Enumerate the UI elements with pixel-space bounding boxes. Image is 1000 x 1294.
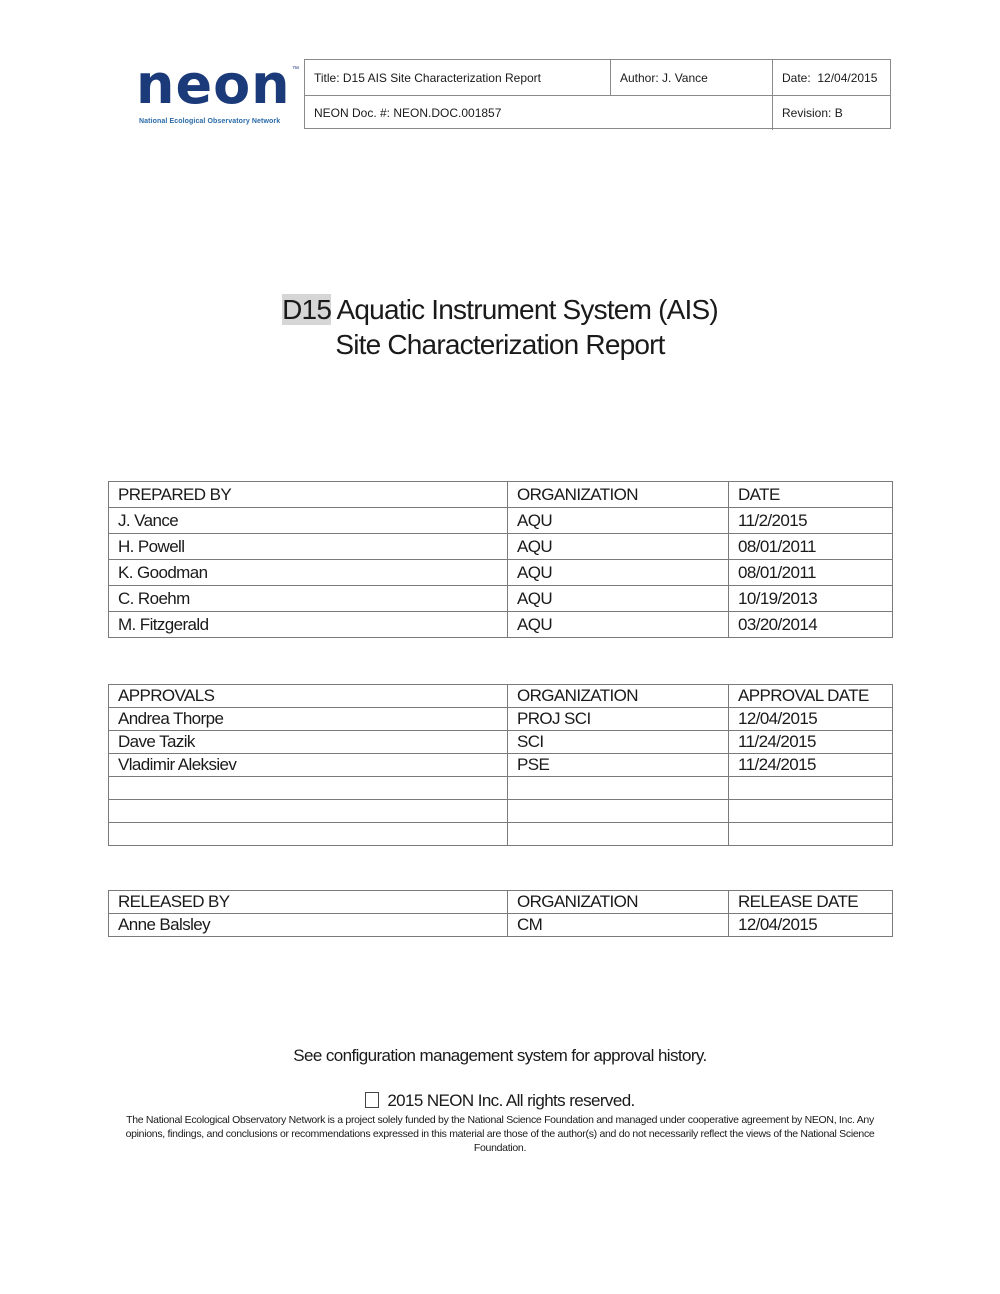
organization-cell — [508, 777, 729, 800]
organization-cell: AQU — [508, 560, 729, 586]
organization-cell: PROJ SCI — [508, 708, 729, 731]
title-line-2: Site Characterization Report — [335, 329, 665, 360]
date-cell: 11/2/2015 — [729, 508, 893, 534]
table-row — [109, 754, 893, 777]
prepared-by-table — [108, 481, 893, 638]
table-row-empty — [109, 823, 893, 846]
table-row-empty — [109, 777, 893, 800]
organization-cell: AQU — [508, 534, 729, 560]
header-cell: APPROVALS — [109, 685, 508, 708]
name-cell: J. Vance — [109, 508, 508, 534]
table-header-row — [109, 482, 893, 508]
header-doc-number: NEON Doc. #: NEON.DOC.001857 — [314, 105, 502, 120]
legal-disclaimer: The National Ecological Observatory Network is a project solely funded by the National Science Foundation and managed under cooperative agreement by NEON, Inc. Any opinions, findings, and conclusions or recommendations expressed in this material are those of the author(s) and do not necessarily reflect the views of the National Science Foundation. — [125, 1114, 875, 1154]
header-revision: Revision: B — [782, 105, 843, 120]
organization-cell: AQU — [508, 612, 729, 638]
table-row — [109, 612, 893, 638]
header-cell: ORGANIZATION — [508, 685, 729, 708]
date-cell: 12/04/2015 — [729, 914, 893, 937]
table-row — [109, 560, 893, 586]
date-cell: 03/20/2014 — [729, 612, 893, 638]
neon-logo — [136, 53, 300, 128]
table-row — [109, 731, 893, 754]
date-cell: 08/01/2011 — [729, 534, 893, 560]
organization-cell: CM — [508, 914, 729, 937]
table-row — [109, 586, 893, 612]
header-cell: DATE — [729, 482, 893, 508]
header-author: Author: J. Vance — [620, 70, 708, 85]
organization-cell — [508, 800, 729, 823]
date-cell: 10/19/2013 — [729, 586, 893, 612]
date-cell: 08/01/2011 — [729, 560, 893, 586]
name-cell: Dave Tazik — [109, 731, 508, 754]
copyright-symbol-icon — [365, 1092, 379, 1108]
table-header-row — [109, 685, 893, 708]
logo-wordmark: neon — [136, 53, 291, 116]
approvals-table — [108, 684, 893, 846]
date-cell — [729, 777, 893, 800]
name-cell: M. Fitzgerald — [109, 612, 508, 638]
title-line-1 — [0, 292, 1000, 327]
header-cell: RELEASE DATE — [729, 891, 893, 914]
table-row — [109, 508, 893, 534]
name-cell: H. Powell — [109, 534, 508, 560]
name-cell: Andrea Thorpe — [109, 708, 508, 731]
released-by-table — [108, 890, 893, 937]
header-cell: ORGANIZATION — [508, 482, 729, 508]
organization-cell — [508, 823, 729, 846]
date-cell — [729, 800, 893, 823]
name-cell — [109, 777, 508, 800]
logo-trademark: ™ — [292, 66, 299, 73]
document-title — [0, 292, 1000, 362]
name-cell: Anne Balsley — [109, 914, 508, 937]
header-cell: PREPARED BY — [109, 482, 508, 508]
copyright-line — [0, 1091, 1000, 1111]
logo-subtitle: National Ecological Observatory Network — [139, 118, 281, 125]
organization-cell: PSE — [508, 754, 729, 777]
copyright-text: 2015 NEON Inc. All rights reserved. — [387, 1091, 635, 1110]
date-cell — [729, 823, 893, 846]
name-cell: K. Goodman — [109, 560, 508, 586]
header-cell: RELEASED BY — [109, 891, 508, 914]
name-cell: C. Roehm — [109, 586, 508, 612]
date-cell: 11/24/2015 — [729, 754, 893, 777]
approval-history-note: See configuration management system for approval history. — [293, 1046, 707, 1065]
name-cell — [109, 823, 508, 846]
header-title: Title: D15 AIS Site Characterization Report — [314, 70, 541, 85]
title-site-code: D15 — [282, 294, 332, 325]
table-row — [109, 534, 893, 560]
date-cell: 12/04/2015 — [729, 708, 893, 731]
organization-cell: AQU — [508, 586, 729, 612]
organization-cell: AQU — [508, 508, 729, 534]
table-row — [109, 914, 893, 937]
table-row-empty — [109, 800, 893, 823]
name-cell: Vladimir Aleksiev — [109, 754, 508, 777]
header-cell: APPROVAL DATE — [729, 685, 893, 708]
title-line-1-text: Aquatic Instrument System (AIS) — [331, 294, 718, 325]
organization-cell: SCI — [508, 731, 729, 754]
document-header-table — [304, 59, 891, 129]
table-row — [109, 708, 893, 731]
table-header-row — [109, 891, 893, 914]
date-cell: 11/24/2015 — [729, 731, 893, 754]
header-date: Date: 12/04/2015 — [782, 70, 878, 85]
header-cell: ORGANIZATION — [508, 891, 729, 914]
name-cell — [109, 800, 508, 823]
